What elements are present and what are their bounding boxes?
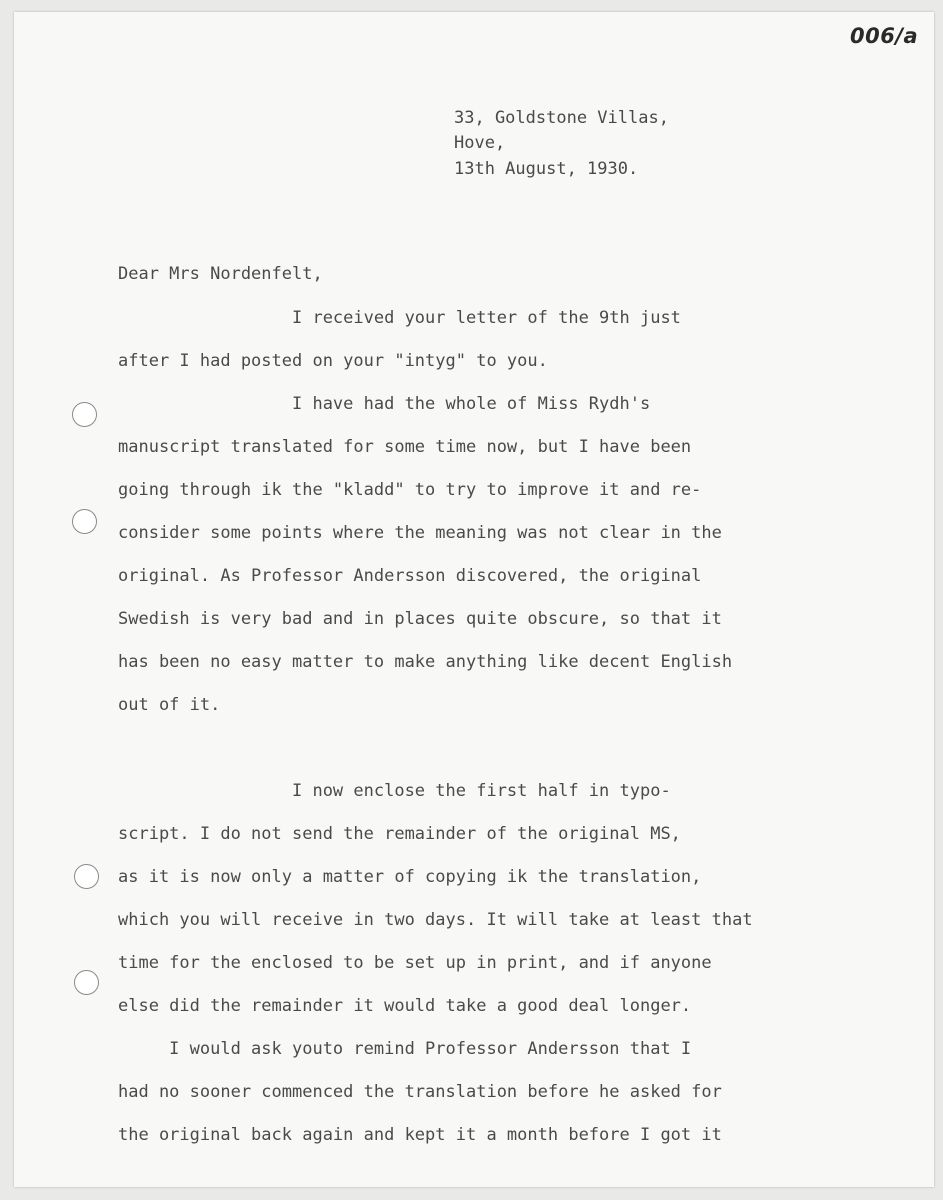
punch-hole	[72, 402, 97, 427]
body-line: script. I do not send the remainder of the original MS,	[118, 824, 681, 844]
body-line: has been no easy matter to make anything like decent English	[118, 652, 733, 672]
punch-hole	[74, 864, 99, 889]
archive-number: 006/a	[850, 24, 919, 48]
body-line: else did the remainder it would take a good deal longer.	[118, 996, 692, 1016]
body-line: going through ik the "kladd" to try to improve it and re-	[118, 480, 702, 500]
body-line: I would ask youto remind Professor Andersson that I	[118, 1039, 692, 1059]
body-line: after I had posted on your "intyg" to you.	[118, 351, 548, 371]
address-line-1: 33, Goldstone Villas,	[454, 108, 669, 128]
body-line: manuscript translated for some time now, but I have been	[118, 437, 692, 457]
body-line: time for the enclosed to be set up in print, and if anyone	[118, 953, 712, 973]
body-line: out of it.	[118, 695, 221, 715]
body-line: Swedish is very bad and in places quite obscure, so that it	[118, 609, 722, 629]
body-line: I now enclose the first half in typo-	[118, 781, 671, 801]
letter-date: 13th August, 1930.	[454, 159, 639, 179]
body-line: original. As Professor Andersson discovered, the original	[118, 566, 702, 586]
salutation: Dear Mrs Nordenfelt,	[118, 264, 323, 284]
body-line: I have had the whole of Miss Rydh's	[118, 394, 651, 414]
body-line: the original back again and kept it a month before I got it	[118, 1125, 722, 1145]
body-line: had no sooner commenced the translation before he asked for	[118, 1082, 722, 1102]
punch-hole	[72, 509, 97, 534]
body-line: I received your letter of the 9th just	[118, 308, 681, 328]
body-line: consider some points where the meaning was not clear in the	[118, 523, 722, 543]
body-line: which you will receive in two days. It will take at least that	[118, 910, 753, 930]
letter-page	[14, 12, 934, 1187]
punch-hole	[74, 970, 99, 995]
address-line-2: Hove,	[454, 133, 506, 153]
body-line: as it is now only a matter of copying ik the translation,	[118, 867, 702, 887]
